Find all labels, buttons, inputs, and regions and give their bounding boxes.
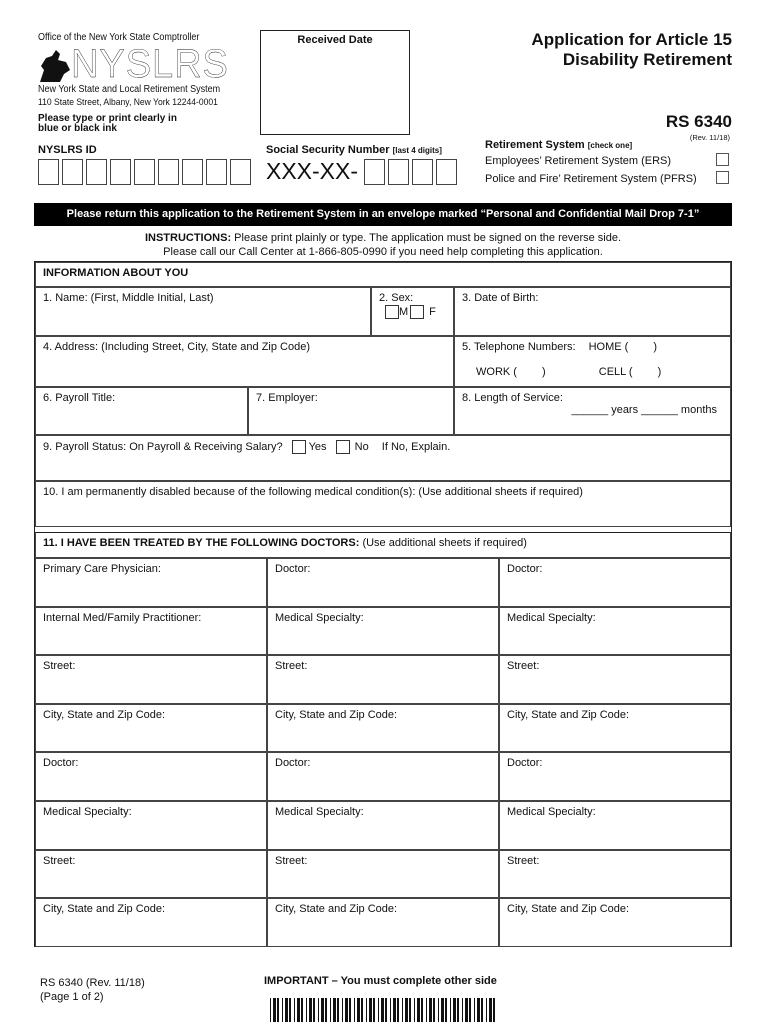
payroll-title-field[interactable]: [35, 387, 248, 435]
doctors-heading-bold: 11. I HAVE BEEN TREATED BY THE FOLLOWING DOCTORS:: [43, 537, 360, 549]
pfrs-checkbox[interactable]: [716, 171, 729, 184]
doctor-field-label: Doctor:: [507, 563, 543, 575]
nyslrs-id-boxes[interactable]: [38, 159, 251, 185]
ssn-hint: [last 4 digits]: [392, 146, 442, 155]
ssn-label-text: Social Security Number: [266, 144, 390, 156]
logo-text: NYSLRS: [71, 42, 229, 86]
footer-important: IMPORTANT – You must complete other side: [264, 975, 497, 987]
id-digit-box[interactable]: [134, 159, 155, 185]
doctor-field-r5-c0[interactable]: [35, 801, 267, 850]
doctor-field-label: Street:: [507, 854, 540, 867]
doctor-field-label: City, State and Zip Code:: [43, 903, 166, 916]
home-phone-label: HOME (: [588, 341, 629, 353]
section-info-heading: INFORMATION ABOUT YOU: [35, 262, 731, 287]
dob-field[interactable]: [454, 287, 731, 336]
address-label: 4. Address: (Including Street, City, State and Zip Code): [43, 341, 310, 353]
sex-f-checkbox[interactable]: [410, 305, 424, 319]
doctor-field-label: Medical Specialty:: [275, 611, 364, 624]
payroll-no-checkbox[interactable]: [336, 440, 350, 454]
sex-m-label: M: [399, 305, 409, 318]
doctor-field-r6-c0[interactable]: [35, 850, 267, 899]
id-digit-box[interactable]: [62, 159, 83, 185]
doctor-field-label: Medical Specialty:: [507, 806, 596, 818]
pfrs-option-label: Police and Fire’ Retirement System (PFRS): [485, 173, 697, 185]
ssn-prefix: XXX-XX-: [266, 158, 359, 184]
sex-f-label: F: [429, 305, 436, 318]
cell-phone-label: CELL (: [598, 366, 633, 378]
barcode: [270, 998, 500, 1022]
address-field[interactable]: [35, 336, 454, 387]
sex-label: 2. Sex:: [379, 292, 414, 304]
phone-label: 5. Telephone Numbers:: [462, 341, 576, 353]
id-digit-box[interactable]: [230, 159, 251, 185]
doctor-field-r1-c1[interactable]: [267, 607, 499, 656]
doctor-field-label: Street:: [275, 660, 308, 673]
ssn-digit-box[interactable]: [412, 159, 433, 185]
work-paren: ): [542, 366, 546, 378]
doctor-field-r4-c0[interactable]: [35, 752, 267, 801]
doctor-field-r1-c2[interactable]: [499, 607, 731, 656]
form-number: RS 6340: [665, 112, 732, 131]
doctor-field-label: Street:: [43, 660, 76, 673]
instructions-line-1: [34, 232, 732, 244]
ssn-digit-box[interactable]: [388, 159, 409, 185]
form-title: [531, 30, 732, 70]
doctor-field-r3-c0[interactable]: [35, 704, 267, 753]
id-digit-box[interactable]: [110, 159, 131, 185]
nyslrs-id-label: NYSLRS ID: [38, 144, 97, 156]
print-note: Please type or print clearly in blue or black ink: [38, 113, 177, 134]
payroll-explain-label: If No, Explain.: [381, 440, 451, 453]
retirement-label-text: Retirement System: [485, 139, 585, 151]
doctor-field-label: Street:: [507, 660, 540, 673]
doctor-field-r6-c2[interactable]: [499, 850, 731, 899]
work-phone-label: WORK (: [476, 366, 517, 378]
retirement-system-label: [485, 139, 632, 151]
doctor-field-label: Doctor:: [275, 563, 311, 575]
doctor-field-r0-c0[interactable]: [35, 558, 267, 607]
ers-checkbox[interactable]: [716, 153, 729, 166]
service-fill: ______ years ______ months: [571, 404, 717, 416]
payroll-status-field: [35, 435, 731, 481]
name-label: 1. Name: (First, Middle Initial, Last): [43, 292, 214, 304]
footer-page: (Page 1 of 2): [40, 991, 104, 1003]
office-name: Office of the New York State Comptroller: [38, 32, 200, 43]
doctor-field-label: Internal Med/Family Practitioner:: [43, 611, 202, 624]
doctor-field-r0-c1[interactable]: [267, 558, 499, 607]
doctor-field-label: Doctor:: [43, 757, 79, 770]
system-name: New York State and Local Retirement System: [38, 84, 221, 95]
doctor-field-r7-c0[interactable]: [35, 898, 267, 947]
doctor-field-label: City, State and Zip Code:: [507, 903, 630, 916]
doctor-field-label: Street:: [43, 854, 76, 867]
payroll-status-label: 9. Payroll Status: On Payroll & Receiving Salary?: [43, 440, 283, 453]
payroll-yes-checkbox[interactable]: [292, 440, 306, 454]
doctor-field-r6-c1[interactable]: [267, 850, 499, 899]
employer-field[interactable]: [248, 387, 454, 435]
id-digit-box[interactable]: [206, 159, 227, 185]
doctor-field-r5-c1[interactable]: [267, 801, 499, 850]
title-line-1: Application for Article 15: [531, 30, 732, 49]
statue-logo-icon: [38, 48, 72, 84]
payroll-title-label: 6. Payroll Title:: [43, 392, 116, 404]
doctor-field-r7-c1[interactable]: [267, 898, 499, 947]
doctor-field-r7-c2[interactable]: [499, 898, 731, 947]
employer-label: 7. Employer:: [256, 392, 318, 404]
ers-option-label: Employees’ Retirement System (ERS): [485, 155, 672, 167]
doctor-field-label: Medical Specialty:: [507, 611, 596, 624]
doctor-field-r3-c2[interactable]: [499, 704, 731, 753]
doctor-field-label: City, State and Zip Code:: [275, 903, 398, 916]
form-revision: (Rev. 11/18): [689, 133, 730, 142]
nyslrs-logo: [38, 42, 229, 86]
home-paren: ): [653, 341, 658, 353]
doctor-field-label: City, State and Zip Code:: [507, 708, 630, 721]
doctors-heading-note: (Use additional sheets if required): [359, 537, 527, 549]
sex-field: [371, 287, 454, 336]
instructions-line-2: Please call our Call Center at 1-866-805-0990 if you need help completing this application.: [163, 246, 603, 258]
sex-m-checkbox[interactable]: [385, 305, 399, 319]
title-line-2: Disability Retirement: [562, 50, 732, 69]
name-field[interactable]: [35, 287, 371, 336]
received-date-label: Received Date: [297, 34, 373, 46]
doctor-field-label: Doctor:: [275, 757, 311, 770]
doctor-field-r2-c1[interactable]: [267, 655, 499, 704]
ssn-digit-box[interactable]: [436, 159, 457, 185]
retirement-hint: [check one]: [587, 141, 633, 150]
doctor-field-r2-c0[interactable]: [35, 655, 267, 704]
payroll-yes-label: Yes: [308, 440, 327, 453]
doctor-field-r3-c1[interactable]: [267, 704, 499, 753]
footer-form-rev: RS 6340 (Rev. 11/18): [40, 977, 145, 989]
doctor-field-r5-c2[interactable]: [499, 801, 731, 850]
medical-condition-field[interactable]: [35, 481, 731, 527]
footer-form-info: [40, 976, 145, 1004]
service-field[interactable]: [454, 387, 731, 435]
id-digit-box[interactable]: [86, 159, 107, 185]
doctor-field-r1-c0[interactable]: [35, 607, 267, 656]
application-form: [34, 261, 732, 947]
doctor-field-label: City, State and Zip Code:: [43, 708, 166, 721]
cell-paren: ): [657, 366, 662, 378]
medical-condition-label: 10. I am permanently disabled because of the following medical condition(s): (Use additional sheets if required): [43, 486, 583, 498]
id-digit-box[interactable]: [38, 159, 59, 185]
id-digit-box[interactable]: [182, 159, 203, 185]
doctor-field-label: Medical Specialty:: [275, 806, 364, 818]
service-label: 8. Length of Service:: [462, 392, 563, 404]
section-doctors-heading: [35, 532, 731, 558]
return-banner: Please return this application to the Retirement System in an envelope marked “Personal and Confidential Mail Drop 7-1”: [34, 203, 732, 226]
doctor-field-r2-c2[interactable]: [499, 655, 731, 704]
dob-label: 3. Date of Birth:: [462, 292, 539, 304]
doctor-field-r4-c1[interactable]: [267, 752, 499, 801]
doctor-field-label: Medical Specialty:: [43, 806, 132, 818]
ssn-digit-box[interactable]: [364, 159, 385, 185]
doctor-field-label: Doctor:: [507, 757, 543, 770]
doctor-field-label: Street:: [275, 854, 308, 867]
doctor-field-label: Primary Care Physician:: [43, 563, 161, 575]
ssn-label: [266, 144, 442, 156]
doctor-field-r4-c2[interactable]: [499, 752, 731, 801]
doctor-field-label: City, State and Zip Code:: [275, 708, 398, 721]
phone-field: [454, 336, 731, 387]
id-digit-box[interactable]: [158, 159, 179, 185]
ssn-digit-boxes[interactable]: [364, 159, 457, 185]
instructions-heading: INSTRUCTIONS:: [144, 232, 232, 244]
system-address: 110 State Street, Albany, New York 12244-0001: [38, 97, 218, 108]
received-date-box: [260, 30, 410, 135]
payroll-no-label: No: [354, 440, 369, 453]
doctor-field-r0-c2[interactable]: [499, 558, 731, 607]
instructions-text: Please print plainly or type. The application must be signed on the reverse side.: [231, 232, 622, 244]
